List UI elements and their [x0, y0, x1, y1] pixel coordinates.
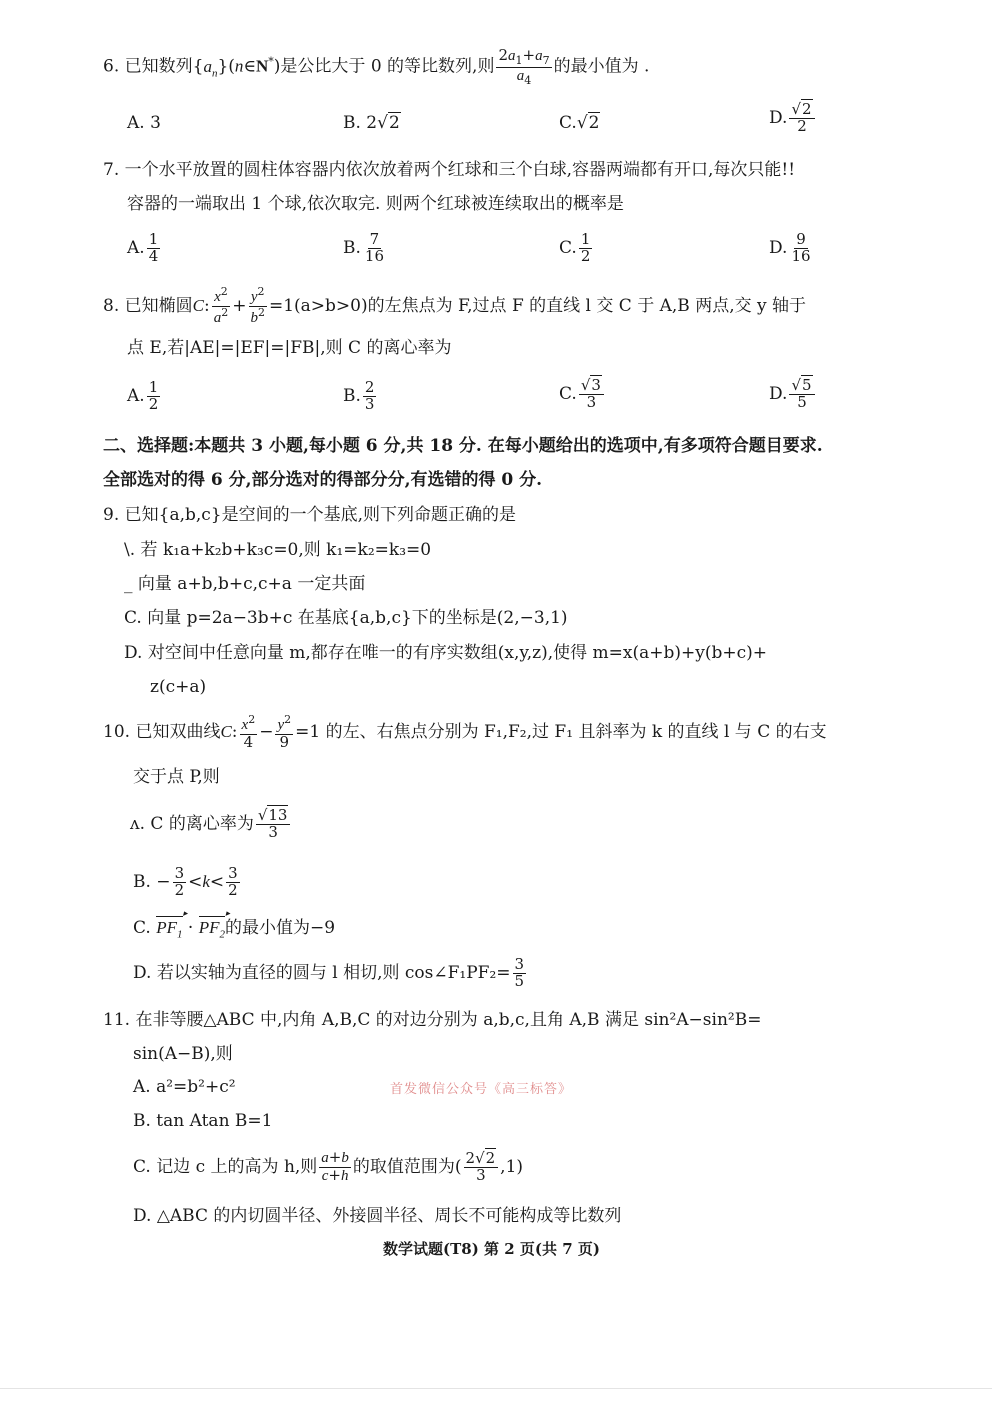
q10-option-d[interactable]: D. 若以实轴为直径的圆与 l 相切,则 cos∠F₁PF₂= $\frac{3}{5}$ — [133, 955, 525, 990]
q9-option-d-line1[interactable]: D. 对空间中任意向量 m,都存在唯一的有序实数组(x,y,z),使得 m=x(a+b)+y(b+c)+ — [124, 643, 768, 663]
q8-stem-line2: 点 E,若|AE|=|EF|=|FB|,则 C 的离心率为 — [127, 338, 452, 358]
q6-option-a[interactable]: A. 3 — [127, 113, 161, 133]
q11-option-b[interactable]: B. tan Atan B=1 — [133, 1111, 273, 1131]
q6-option-c[interactable]: C.√2 — [559, 113, 600, 133]
q9-option-d-line2[interactable]: z(c+a) — [150, 677, 207, 697]
q11-option-d[interactable]: D. △ABC 的内切圆半径、外接圆半径、周长不可能构成等比数列 — [133, 1206, 622, 1226]
q8-stem-line1: 8. 已知椭圆C: $\frac{x^2}{a^2}$ + $\frac{y^2}{b^2}$ =1(a>b>0)的左焦点为 F,过点 F 的直线 l 交 C 于 A,B 两点,交 y 轴于 — [103, 285, 807, 326]
q7-option-b[interactable]: B. $\frac{7}{16}$ — [343, 230, 384, 265]
watermark-text: 首发微信公众号《高三标答》 — [390, 1082, 573, 1097]
q9-option-a[interactable]: \. 若 k₁a+k₂b+k₃c=0,则 k₁=k₂=k₃=0 — [124, 540, 432, 560]
q7-option-a[interactable]: A. $\frac{1}{4}$ — [127, 230, 159, 265]
q7-option-c[interactable]: C. $\frac{1}{2}$ — [559, 230, 591, 265]
section2-heading-line1: 二、选择题:本题共 3 小题,每小题 6 分,共 18 分. 在每小题给出的选项中,有多项符合题目要求. — [103, 436, 823, 456]
q10-option-a[interactable]: ᴧ. C 的离心率为 $\frac{√13}{3}$ — [130, 808, 292, 841]
q9-stem: 9. 已知{a,b,c}是空间的一个基底,则下列命题正确的是 — [103, 505, 517, 525]
q10-stem-line2: 交于点 P,则 — [133, 767, 220, 787]
q6-option-b[interactable]: B. 2√2 — [343, 113, 400, 133]
q11-option-c[interactable]: C. 记边 c 上的高为 h,则 $\frac{a+b}{c+h}$ 的取值范围为( $\frac{2√2}{3}$ ,1) — [133, 1148, 524, 1184]
q11-option-a[interactable]: A. a²=b²+c² — [133, 1077, 236, 1097]
q10-option-c[interactable]: C. $PF_1$ ▸ · $PF_2$ ▸的最小值为−9 — [133, 918, 335, 942]
q9-option-c[interactable]: C. 向量 p=2a−3b+c 在基底{a,b,c}下的坐标是(2,−3,1) — [124, 608, 568, 628]
q7-stem-line1: 7. 一个水平放置的圆柱体容器内依次放着两个红球和三个白球,容器两端都有开口,每次只能!! — [103, 160, 796, 180]
page-footer: 数学试题(T8) 第 2 页(共 7 页) — [383, 1240, 600, 1258]
q9-option-b[interactable]: _ 向量 a+b,b+c,c+a 一定共面 — [124, 574, 366, 594]
page-bottom-divider — [0, 1388, 992, 1389]
q8-option-a[interactable]: A. $\frac{1}{2}$ — [127, 378, 159, 413]
q6-stem: 6. 已知数列$\{a_n\}(n\in N^*)$是公比大于 0 的等比数列,则 $\frac{2a_1+a_7}{a_4}$ 的最小值为 . — [103, 46, 650, 87]
q11-stem-line2: sin(A−B),则 — [133, 1044, 233, 1064]
q7-option-d[interactable]: D. $\frac{9}{16}$ — [769, 230, 811, 265]
q8-option-d[interactable]: D. $\frac{√5}{5}$ — [769, 378, 817, 411]
q8-option-c[interactable]: C. $\frac{√3}{3}$ — [559, 378, 606, 411]
q10-option-b[interactable]: B. − $\frac{3}{2}$ <k< $\frac{3}{2}$ — [133, 864, 238, 899]
q7-stem-line2: 容器的一端取出 1 个球,依次取完. 则两个红球被连续取出的概率是 — [127, 194, 624, 214]
q10-stem-line1: 10. 已知双曲线C: $\frac{x^2}{4}$ − $\frac{y^2}{9}$ =1 的左、右焦点分别为 F₁,F₂,过 F₁ 且斜率为 k 的直线 l 与 C 的右支 — [103, 713, 827, 751]
q11-stem-line1: 11. 在非等腰△ABC 中,内角 A,B,C 的对边分别为 a,b,c,且角 A,B 满足 sin²A−sin²B= — [103, 1010, 762, 1030]
section2-heading-line2: 全部选对的得 6 分,部分选对的得部分分,有选错的得 0 分. — [103, 470, 543, 490]
q6-option-d[interactable]: D. $\frac{√2}{2}$ — [769, 102, 817, 135]
q8-option-b[interactable]: B. $\frac{2}{3}$ — [343, 378, 375, 413]
